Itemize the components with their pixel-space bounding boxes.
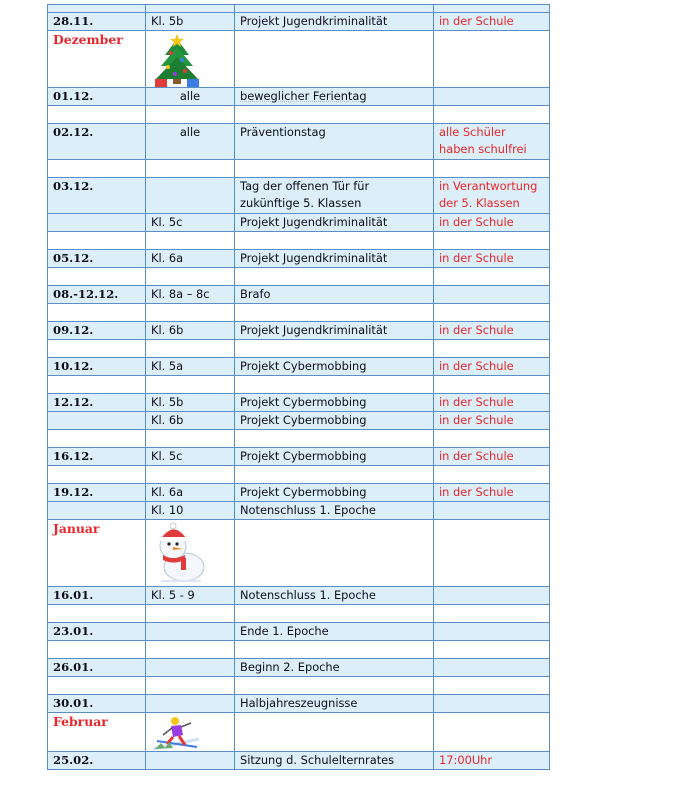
date-cell [48, 412, 146, 430]
calendar-sheet [47, 4, 549, 770]
table-row [48, 124, 550, 160]
class-cell [146, 695, 235, 713]
table-row [48, 250, 550, 268]
class-cell: alle [146, 124, 235, 160]
class-cell: Kl. 5b [146, 13, 235, 31]
class-cell [146, 752, 235, 770]
class-cell [146, 659, 235, 677]
class-cell: Kl. 8a – 8c [146, 286, 235, 304]
note-cell: in der Schule [434, 484, 550, 502]
note-cell [434, 659, 550, 677]
event-cell: Projekt Cybermobbing [235, 448, 434, 466]
month-row [48, 31, 550, 88]
event-cell: Präventionstag [235, 124, 434, 160]
month-picture-cell [146, 31, 235, 88]
date-cell: 23.01. [48, 623, 146, 641]
class-cell: Kl. 5c [146, 214, 235, 232]
note-cell: in der Schule [434, 322, 550, 340]
date-cell: 25.02. [48, 752, 146, 770]
table-row [48, 484, 550, 502]
class-cell: alle [146, 88, 235, 106]
date-cell: 03.12. [48, 178, 146, 214]
note-cell: 17:00Uhr [434, 752, 550, 770]
event-cell: Notenschluss 1. Epoche [235, 502, 434, 520]
date-cell [48, 214, 146, 232]
event-cell: Tag der offenen Tür für zukünftige 5. Klassen [235, 178, 434, 214]
class-cell: Kl. 6a [146, 250, 235, 268]
date-cell: 16.12. [48, 448, 146, 466]
christmas-tree-icon [151, 33, 203, 87]
date-cell: 02.12. [48, 124, 146, 160]
event-cell: Projekt Cybermobbing [235, 484, 434, 502]
event-cell: Projekt Cybermobbing [235, 412, 434, 430]
event-cell: Projekt Cybermobbing [235, 394, 434, 412]
note-cell: in der Schule [434, 13, 550, 31]
note-cell [434, 88, 550, 106]
table-row [48, 695, 550, 713]
note-cell: in der Schule [434, 214, 550, 232]
date-cell: 26.01. [48, 659, 146, 677]
table-row [48, 394, 550, 412]
note-cell: alle Schüler haben schulfrei [434, 124, 550, 160]
class-cell: Kl. 5 - 9 [146, 587, 235, 605]
month-picture-cell [146, 520, 235, 587]
event-cell: Brafo [235, 286, 434, 304]
month-heading: Februar [48, 713, 146, 752]
table-row [48, 358, 550, 376]
note-cell: in der Schule [434, 358, 550, 376]
event-cell: Ende 1. Epoche [235, 623, 434, 641]
class-cell [146, 623, 235, 641]
event-cell: Beginn 2. Epoche [235, 659, 434, 677]
table-row [48, 623, 550, 641]
month-row [48, 713, 550, 752]
date-cell: 09.12. [48, 322, 146, 340]
note-cell: in der Schule [434, 250, 550, 268]
note-cell [434, 502, 550, 520]
month-picture-cell [146, 713, 235, 752]
table-row [48, 322, 550, 340]
table-row [48, 178, 550, 214]
month-row [48, 520, 550, 587]
table-row [48, 13, 550, 31]
date-cell: 12.12. [48, 394, 146, 412]
date-cell: 16.01. [48, 587, 146, 605]
event-cell: Projekt Jugendkriminalität [235, 13, 434, 31]
date-cell: 28.11. [48, 13, 146, 31]
table-row [48, 88, 550, 106]
date-cell: 01.12. [48, 88, 146, 106]
event-cell: Notenschluss 1. Epoche [235, 587, 434, 605]
event-cell: Projekt Cybermobbing [235, 358, 434, 376]
date-cell [48, 502, 146, 520]
class-cell: Kl. 5c [146, 448, 235, 466]
event-cell: Halbjahreszeugnisse [235, 695, 434, 713]
event-cell: Projekt Jugendkriminalität [235, 214, 434, 232]
note-cell: in der Schule [434, 412, 550, 430]
table-row [48, 448, 550, 466]
snowman-icon [151, 522, 209, 584]
class-cell: Kl. 6b [146, 322, 235, 340]
table-row [48, 412, 550, 430]
note-cell [434, 695, 550, 713]
skier-icon [151, 715, 201, 751]
table-row [48, 659, 550, 677]
event-cell: Sitzung d. Schulelternrates [235, 752, 434, 770]
school-calendar-table [47, 4, 550, 770]
table-row [48, 502, 550, 520]
class-cell: Kl. 6b [146, 412, 235, 430]
event-cell: beweglicher Ferientag [235, 88, 434, 106]
table-row [48, 752, 550, 770]
date-cell: 10.12. [48, 358, 146, 376]
class-cell: Kl. 5b [146, 394, 235, 412]
table-row [48, 214, 550, 232]
note-cell [434, 286, 550, 304]
class-cell: Kl. 6a [146, 484, 235, 502]
class-cell: Kl. 5a [146, 358, 235, 376]
table-row [48, 5, 550, 13]
note-cell: in Verantwortung der 5. Klassen [434, 178, 550, 214]
note-cell [434, 587, 550, 605]
class-cell: Kl. 10 [146, 502, 235, 520]
month-heading: Januar [48, 520, 146, 587]
date-cell: 30.01. [48, 695, 146, 713]
month-heading: Dezember [48, 31, 146, 88]
table-row [48, 286, 550, 304]
date-cell: 19.12. [48, 484, 146, 502]
note-cell: in der Schule [434, 448, 550, 466]
date-cell: 08.-12.12. [48, 286, 146, 304]
event-cell: Projekt Jugendkriminalität [235, 250, 434, 268]
note-cell [434, 623, 550, 641]
table-row [48, 587, 550, 605]
class-cell [146, 178, 235, 214]
event-cell: Projekt Jugendkriminalität [235, 322, 434, 340]
note-cell: in der Schule [434, 394, 550, 412]
date-cell: 05.12. [48, 250, 146, 268]
